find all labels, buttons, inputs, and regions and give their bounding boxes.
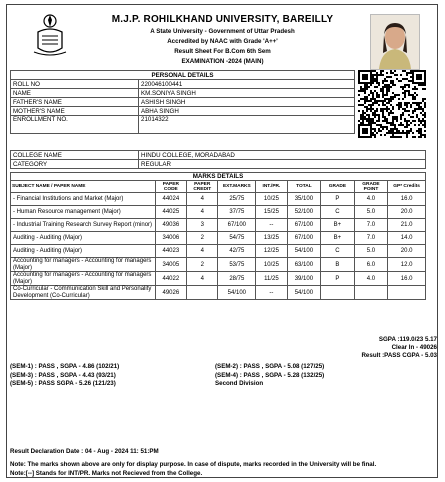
- result-cgpa: Result :PASS CGPA - 5.03: [361, 352, 437, 360]
- table-cell: 28/75: [218, 272, 256, 286]
- table-cell: 49036: [155, 219, 186, 232]
- examination-title: EXAMINATION -2024 (MAIN): [181, 58, 264, 65]
- category-label: CATEGORY: [11, 160, 139, 169]
- table-row: [11, 160, 426, 169]
- table-row: [11, 89, 355, 98]
- table-cell: [388, 286, 426, 300]
- table-row: [11, 107, 355, 116]
- sem-4-result: (SEM-4) : PASS , SGPA - 5.28 (132/25): [215, 371, 325, 379]
- table-cell: [187, 286, 218, 300]
- table-cell: --: [256, 286, 287, 300]
- table-cell: 5.0: [354, 206, 388, 219]
- table-cell: 42/75: [218, 245, 256, 258]
- sem-3-result: (SEM-3) : PASS , SGPA - 4.43 (93/21): [10, 371, 116, 379]
- table-cell: 21.0: [388, 219, 426, 232]
- table-cell: C: [321, 206, 355, 219]
- table-cell: 44022: [155, 272, 186, 286]
- table-cell: 4.0: [354, 193, 388, 206]
- table-cell: Auditing - Auditing (Major): [11, 232, 156, 245]
- table-cell: 4.0: [354, 272, 388, 286]
- table-cell: 63/100: [287, 258, 321, 272]
- sem-5-result: (SEM-5) : PASS SGPA - 5.26 (121/23): [10, 380, 116, 387]
- col-paper-code: PAPER CODE: [155, 181, 186, 193]
- semester-results-right: [215, 363, 324, 389]
- college-name-label: COLLEGE NAME: [11, 151, 139, 160]
- table-cell: 39/100: [287, 272, 321, 286]
- col-grade-point: GRADE POINT: [354, 181, 388, 193]
- table-row: [11, 193, 426, 206]
- table-cell: 20.0: [388, 245, 426, 258]
- marks-details-table: [10, 172, 426, 300]
- table-cell: 49026: [155, 286, 186, 300]
- university-name: M.J.P. ROHILKHAND UNIVERSITY, BAREILLY: [111, 14, 334, 25]
- table-row: [11, 98, 355, 107]
- state-university-line: A State University - Government of Uttar Pradesh: [150, 28, 295, 35]
- university-logo: [30, 12, 70, 57]
- table-cell: 10/25: [256, 193, 287, 206]
- table-row: [11, 151, 426, 160]
- division: Second Division: [215, 380, 264, 387]
- table-cell: 4: [187, 245, 218, 258]
- father-name-label: FATHER'S NAME: [11, 98, 139, 107]
- note-int-pr: Note:[--] Stands for INT/PR. Marks not Recieved from the College.: [10, 469, 203, 477]
- table-cell: Auditing - Auditing (Major): [11, 245, 156, 258]
- enrollment-no-value: 21014322: [139, 116, 355, 134]
- table-cell: B: [321, 258, 355, 272]
- col-int-pr: INT./PR.: [256, 181, 287, 193]
- mother-name-label: MOTHER'S NAME: [11, 107, 139, 116]
- table-cell: 11/25: [256, 272, 287, 286]
- table-cell: 67/100: [218, 219, 256, 232]
- table-cell: 34005: [155, 258, 186, 272]
- table-cell: 16.0: [388, 193, 426, 206]
- table-cell: B+: [321, 219, 355, 232]
- personal-details-title: PERSONAL DETAILS: [11, 71, 355, 80]
- table-cell: 12/25: [256, 245, 287, 258]
- table-cell: P: [321, 193, 355, 206]
- table-row: [11, 245, 426, 258]
- semester-results-left: [10, 363, 119, 389]
- table-cell: 37/75: [218, 206, 256, 219]
- table-cell: 4: [187, 193, 218, 206]
- table-cell: 7.0: [354, 232, 388, 245]
- sem-1-result: (SEM-1) : PASS , SGPA - 4.86 (102/21): [10, 363, 120, 370]
- table-cell: - Financial Institutions and Market (Major): [11, 193, 156, 206]
- table-row: [11, 219, 426, 232]
- table-cell: 5.0: [354, 245, 388, 258]
- table-cell: --: [256, 219, 287, 232]
- mother-name-value: ABHA SINGH: [139, 107, 355, 116]
- table-cell: 35/100: [287, 193, 321, 206]
- col-gp-credits: GP* Credits: [388, 181, 426, 193]
- table-cell: 54/100: [287, 245, 321, 258]
- enrollment-no-label: ENROLLMENT NO.: [11, 116, 139, 134]
- table-cell: - Industrial Training Research Survey Report (minor): [11, 219, 156, 232]
- col-paper-credit: PAPER CREDIT: [187, 181, 218, 193]
- clear-in-value: Clear In - 49026: [391, 344, 437, 352]
- accreditation-line: Accredited by NAAC with Grade 'A++': [167, 38, 278, 45]
- table-cell: - Human Resource management (Major): [11, 206, 156, 219]
- name-label: NAME: [11, 89, 139, 98]
- qr-code: [358, 70, 426, 138]
- table-row: [11, 272, 426, 286]
- table-cell: 54/100: [218, 286, 256, 300]
- table-cell: 4: [187, 206, 218, 219]
- table-cell: 20.0: [388, 206, 426, 219]
- table-cell: 52/100: [287, 206, 321, 219]
- table-cell: C: [321, 245, 355, 258]
- table-cell: 54/100: [287, 286, 321, 300]
- col-subject-name: SUBJECT NAME / PAPER NAME: [11, 181, 156, 193]
- table-cell: 12.0: [388, 258, 426, 272]
- table-row: [11, 232, 426, 245]
- college-details-table: [10, 150, 426, 169]
- table-cell: 67/100: [287, 219, 321, 232]
- table-row: [11, 258, 426, 272]
- col-total: TOTAL: [287, 181, 321, 193]
- table-row: [11, 116, 355, 134]
- note-display-purpose: Note: The marks shown above are only for display purpose. In case of dispute, marks recorded in the University will be final.: [10, 461, 377, 468]
- marks-details-title: MARKS DETAILS: [11, 173, 426, 181]
- table-row: [11, 206, 426, 219]
- student-photo: [370, 14, 420, 70]
- notes: [10, 461, 376, 478]
- college-name-value: HINDU COLLEGE, MORADABAD: [139, 151, 426, 160]
- sem-2-result: (SEM-2) : PASS , SGPA - 5.08 (127/25): [215, 363, 325, 370]
- roll-no-value: 220046100441: [139, 80, 355, 89]
- table-row: [11, 80, 355, 89]
- table-cell: 44024: [155, 193, 186, 206]
- table-cell: 44025: [155, 206, 186, 219]
- table-cell: [321, 286, 355, 300]
- personal-details-table: [10, 70, 355, 134]
- table-cell: [354, 286, 388, 300]
- table-cell: 15/25: [256, 206, 287, 219]
- result-declaration-date: Result Declaration Date : 04 - Aug - 2024 11: 51:PM: [10, 448, 159, 455]
- table-cell: 25/75: [218, 193, 256, 206]
- table-cell: Accounting for managers - Accounting for managers (Major): [11, 272, 156, 286]
- table-cell: 7.0: [354, 219, 388, 232]
- table-cell: 6.0: [354, 258, 388, 272]
- table-cell: 16.0: [388, 272, 426, 286]
- sgpa-value: SGPA :119.0/23 5.17: [378, 336, 437, 343]
- table-cell: 2: [187, 258, 218, 272]
- col-grade: GRADE: [321, 181, 355, 193]
- table-cell: 2: [187, 232, 218, 245]
- sgpa-summary: [361, 336, 437, 361]
- table-cell: 13/25: [256, 232, 287, 245]
- table-cell: P: [321, 272, 355, 286]
- father-name-value: ASHISH SINGH: [139, 98, 355, 107]
- marks-header-row: [11, 181, 426, 193]
- table-cell: 4: [187, 272, 218, 286]
- table-cell: Accounting for managers - Accounting for managers (Major): [11, 258, 156, 272]
- table-cell: 44023: [155, 245, 186, 258]
- table-row: [11, 286, 426, 300]
- category-value: REGULAR: [139, 160, 426, 169]
- table-cell: 34006: [155, 232, 186, 245]
- roll-no-label: ROLL NO: [11, 80, 139, 89]
- table-cell: 10/25: [256, 258, 287, 272]
- table-cell: 3: [187, 219, 218, 232]
- table-cell: 14.0: [388, 232, 426, 245]
- col-ext-marks: EXT.MARKS: [218, 181, 256, 193]
- table-cell: 54/75: [218, 232, 256, 245]
- result-sheet-title: Result Sheet For B.Com 6th Sem: [174, 48, 271, 55]
- table-cell: 67/100: [287, 232, 321, 245]
- name-value: KM.SONIYA SINGH: [139, 89, 355, 98]
- table-cell: B+: [321, 232, 355, 245]
- table-cell: 53/75: [218, 258, 256, 272]
- table-cell: Co-Curricular - Communication Skill and Personality Development (Co-Curricular): [11, 286, 156, 300]
